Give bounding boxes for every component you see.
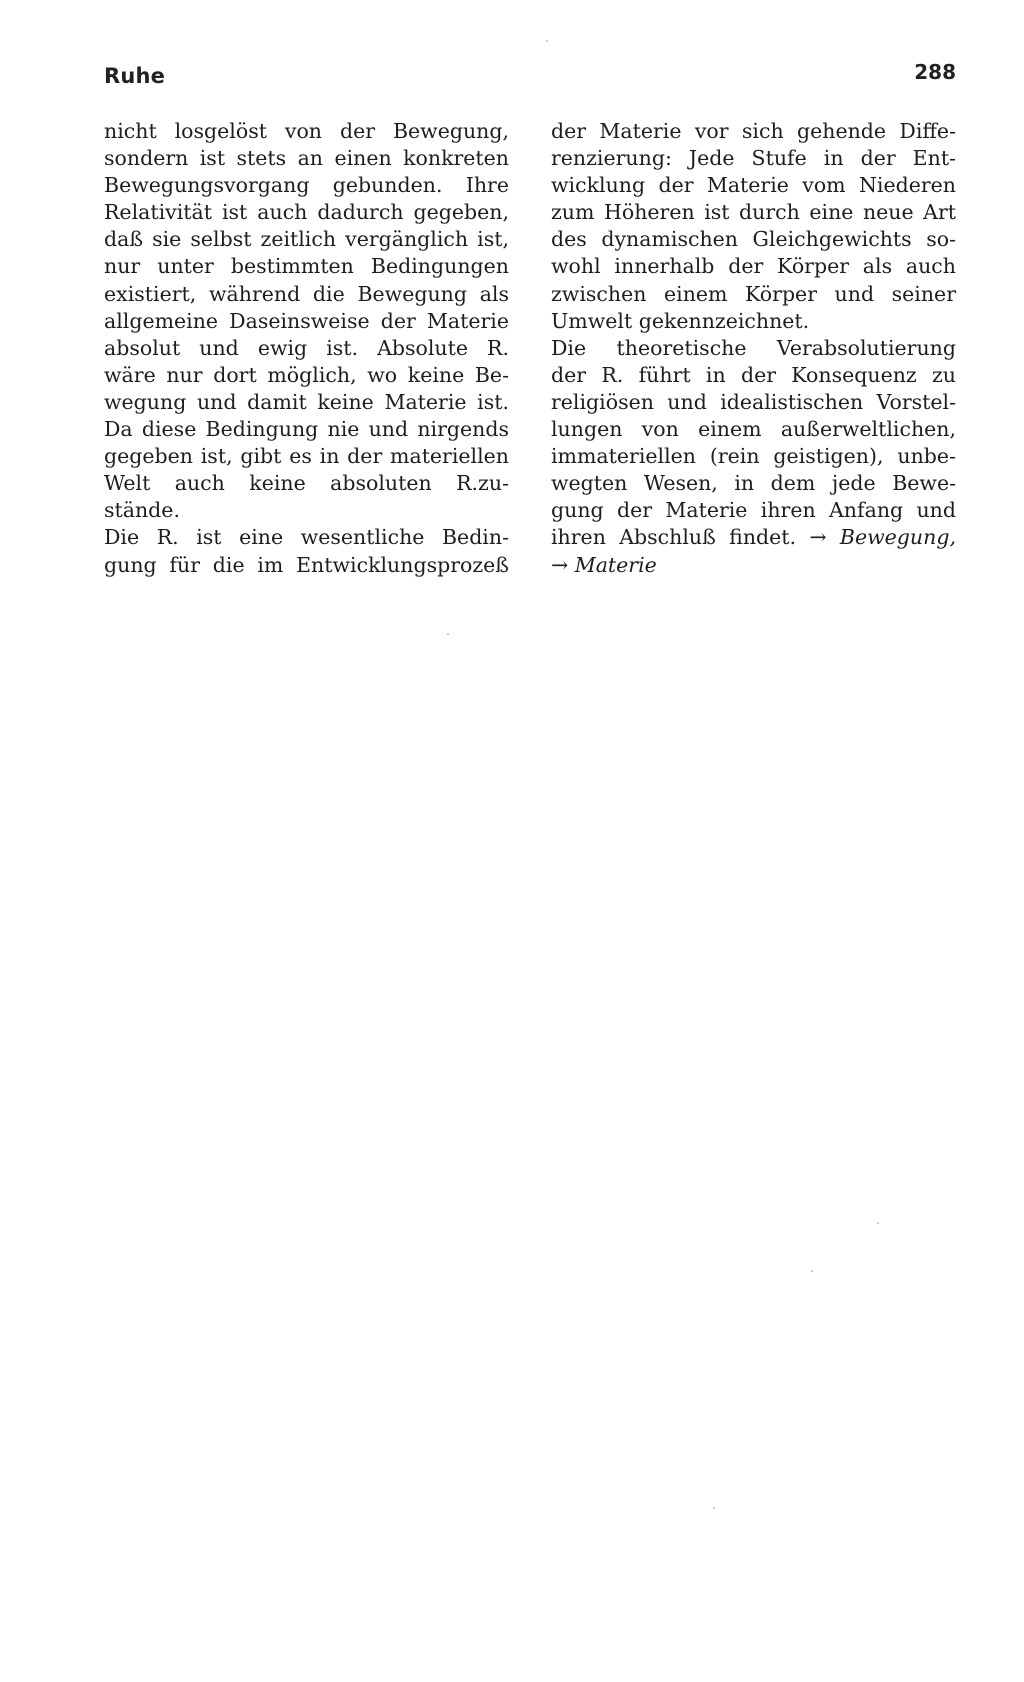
scan-speck (447, 633, 449, 635)
text-line: Umwelt gekennzeichnet. (551, 308, 810, 333)
text-line: religiösen und idealistischen Vorstel- (551, 389, 956, 414)
cross-reference-bewegung[interactable]: Bewegung, (839, 525, 956, 550)
text-line: nicht losgelöst von der Bewegung, (104, 119, 509, 143)
text-line: gung für die im Entwicklungsprozeß (104, 552, 509, 577)
text-line: wegten Wesen, in dem jede Bewe- (551, 471, 956, 496)
text-line: daß sie selbst zeitlich vergänglich ist, (104, 227, 509, 252)
text-line-with-reference (551, 524, 956, 551)
text-line: Relativität ist auch dadurch gegeben, (104, 200, 509, 225)
text-line: gegeben ist, gibt es in der materiellen (104, 444, 509, 469)
text-line: der Materie vor sich gehende Diffe- (551, 119, 956, 143)
text-line: zum Höheren ist durch eine neue Art (551, 200, 956, 225)
text-line: wäre nur dort möglich, wo keine Be- (104, 362, 509, 387)
text-line: wohl innerhalb der Körper als auch (551, 254, 956, 279)
scan-speck (877, 1222, 879, 1224)
text-line: des dynamischen Gleichgewichts so- (551, 227, 956, 252)
text-line: der R. führt in der Konsequenz zu (551, 362, 956, 387)
right-column (551, 118, 956, 579)
arrow-icon: → (551, 552, 569, 577)
scan-speck (546, 40, 548, 42)
text-line: zwischen einem Körper und seiner (551, 281, 956, 306)
text-line-with-reference (551, 552, 956, 579)
text-line: renzierung: Jede Stufe in der Ent- (551, 146, 956, 171)
text-line: wegung und damit keine Materie ist. (104, 389, 509, 414)
text-line: sondern ist stets an einen konkreten (104, 146, 509, 171)
text-line: Die R. ist eine wesentliche Bedin- (104, 525, 509, 550)
running-head: Ruhe (104, 64, 166, 88)
text-line: absolut und ewig ist. Absolute R. (104, 335, 509, 360)
arrow-icon: → (809, 525, 827, 550)
scan-speck (811, 1270, 813, 1272)
text-line: lungen von einem außerweltlichen, (551, 417, 956, 442)
text-line: stände. (104, 498, 180, 523)
text-line: nur unter bestimmten Bedingungen (104, 254, 509, 279)
page-number: 288 (914, 60, 956, 84)
text-line: gung der Materie ihren Anfang und (551, 498, 956, 523)
text-line: allgemeine Daseinsweise der Materie (104, 308, 509, 333)
scan-speck (713, 1507, 715, 1509)
text-line: existiert, während die Bewegung als (104, 281, 509, 306)
final-line-text: ihren Abschluß findet. (551, 525, 797, 550)
text-line: Die theoretische Verabsolutierung (551, 335, 956, 360)
text-line: Welt auch keine absoluten R.zu- (104, 471, 509, 496)
left-column (104, 118, 509, 579)
text-line: Da diese Bedingung nie und nirgends (104, 417, 509, 442)
text-line: wicklung der Materie vom Niederen (551, 173, 956, 198)
text-line: Bewegungsvorgang gebunden. Ihre (104, 173, 509, 198)
text-line: immateriellen (rein geistigen), unbe- (551, 444, 956, 469)
cross-reference-materie[interactable]: Materie (574, 552, 657, 577)
